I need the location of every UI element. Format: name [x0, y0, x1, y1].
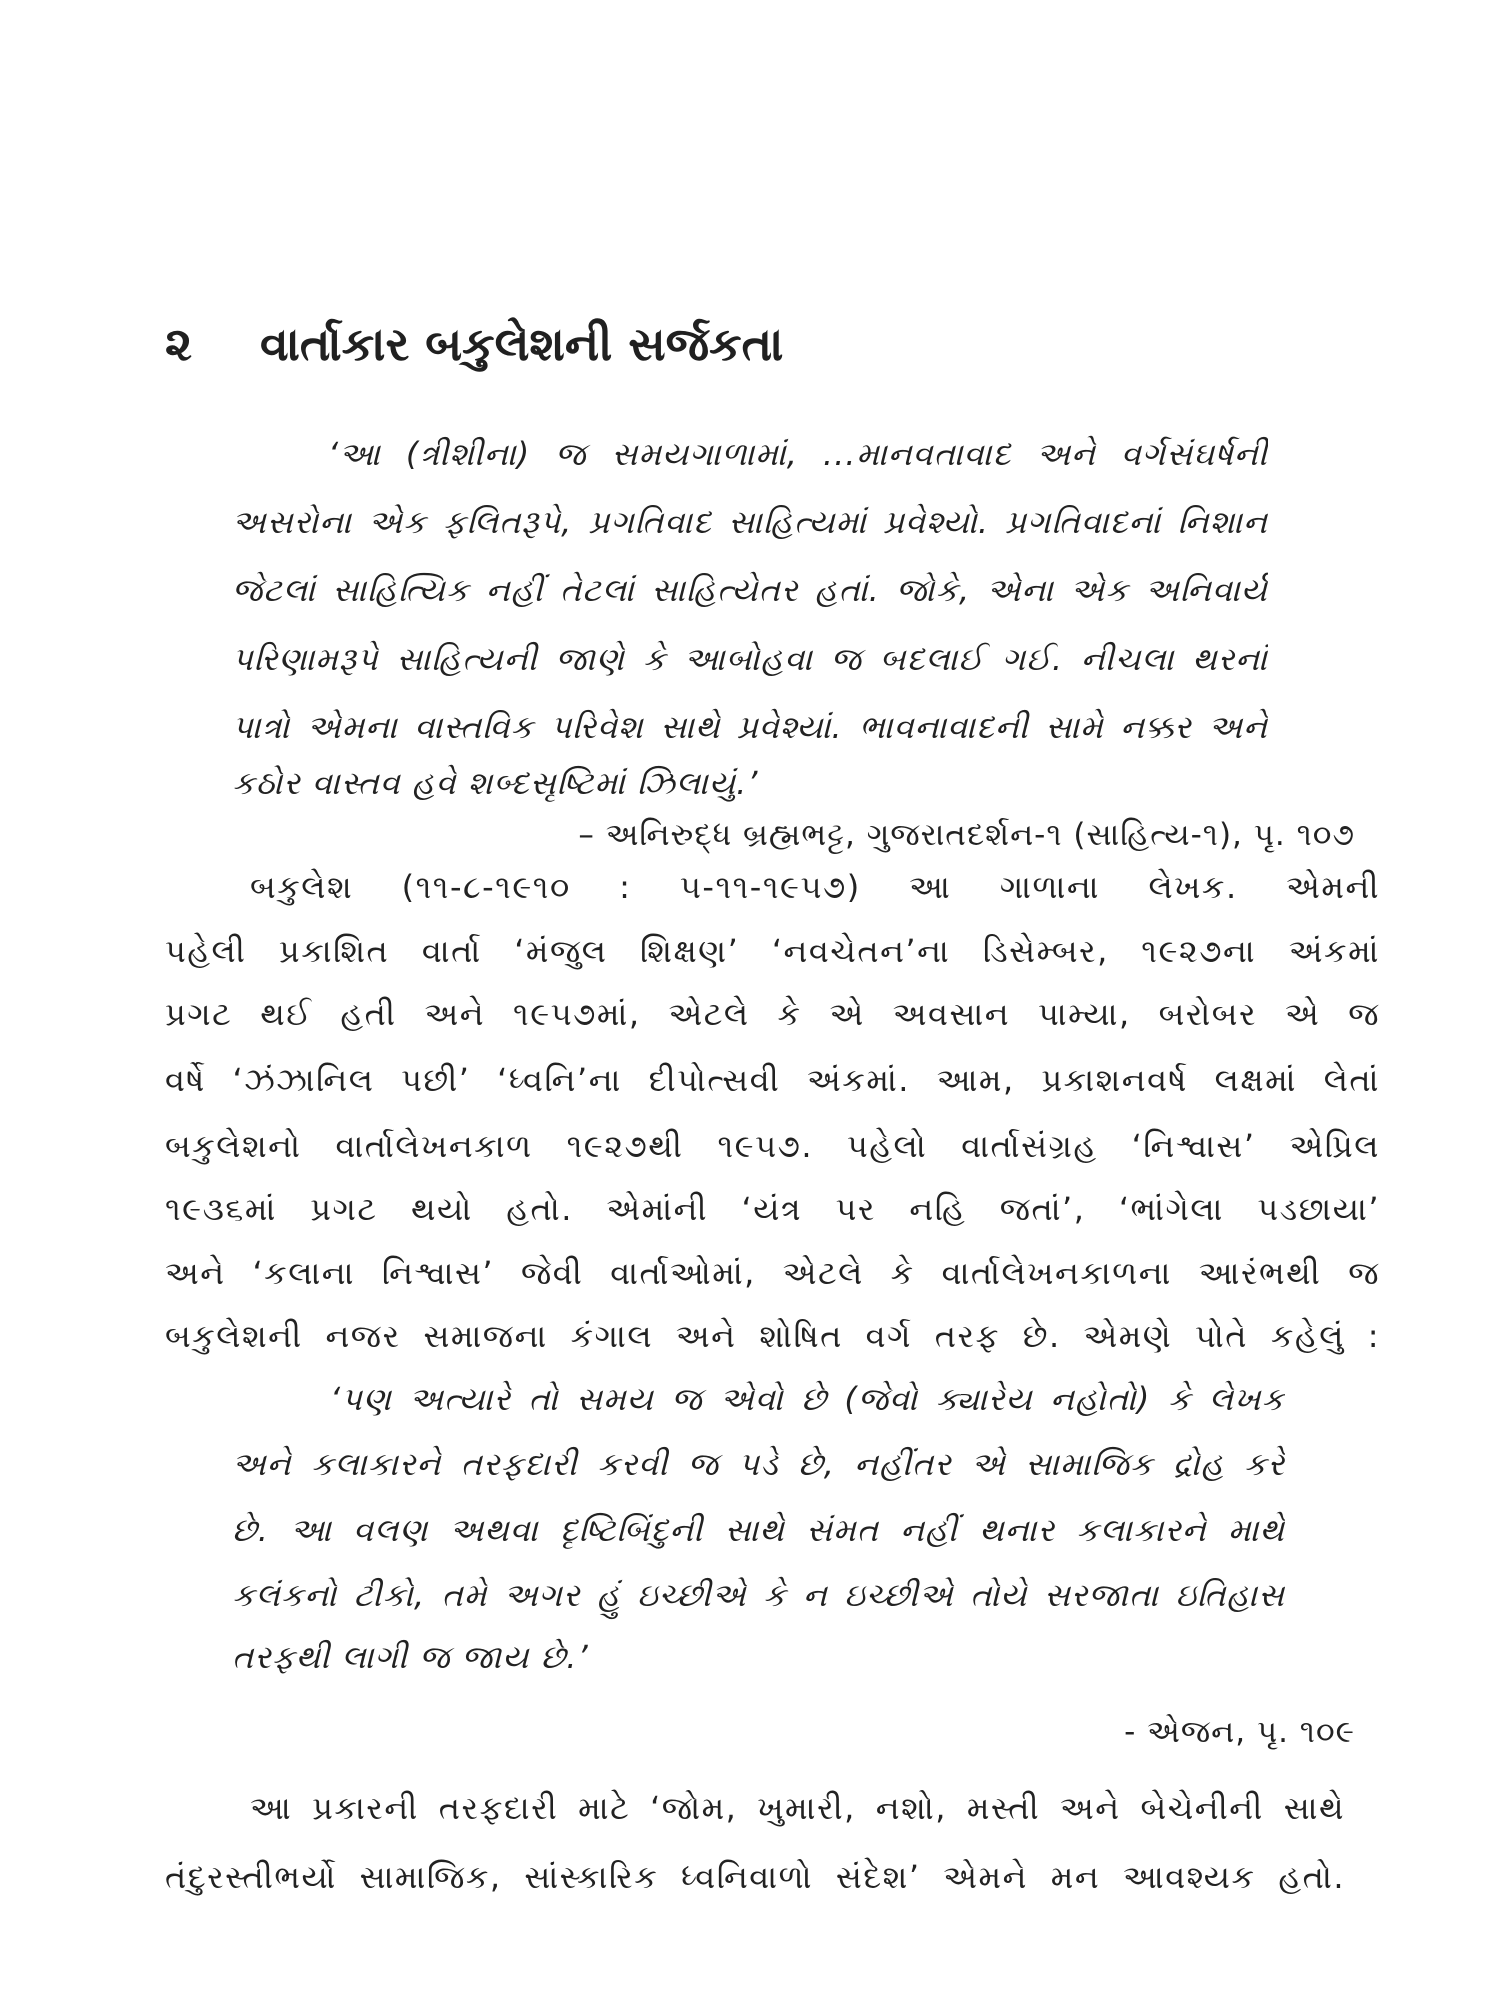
quote-line: છે. આ વલણ અથવા દૃષ્ટિબિંદુની સાથે સંમત નહીં થનાર કલાકારને માથે: [232, 1511, 1285, 1549]
paragraph-line: બકુલેશની નજર સમાજના કંગાલ અને શોષિત વર્ગ તરફ છે. એમણે પોતે કહેલું :: [165, 1317, 1380, 1355]
quote-line: તરફથી લાગી જ જાય છે.’: [232, 1638, 589, 1676]
paragraph-line: તંદુરસ્તીભર્યો સામાજિક, સાંસ્કારિક ધ્વનિવાળો સંદેશ’ એમને મન આવશ્યક હતો.: [165, 1858, 1345, 1896]
paragraph-line: વર્ષે ‘ઝંઝાનિલ પછી’ ‘ધ્વનિ’ના દીપોત્સવી અંકમાં. આમ, પ્રકાશનવર્ષ લક્ષમાં લેતાં: [165, 1061, 1380, 1099]
quote-line: પરિણામરૂપે સાહિત્યની જાણે કે આબોહવા જ બદલાઈ ગઈ. નીચલા થરનાં: [232, 640, 1268, 678]
quote-line: જેટલાં સાહિત્યિક નહીં તેટલાં સાહિત્યેતર હતાં. જોકે, એના એક અનિવાર્ય: [232, 571, 1268, 609]
paragraph-line: બકુલેશ (૧૧-૮-૧૯૧૦ : ૫-૧૧-૧૯૫૭) આ ગાળાના લેખક. એમની: [250, 868, 1380, 906]
paragraph-line: પહેલી પ્રકાશિત વાર્તા ‘મંજુલ શિક્ષણ’ ‘નવચેતન’ના ડિસેમ્બર, ૧૯૨૭ના અંકમાં: [165, 932, 1380, 970]
quote-line: અને કલાકારને તરફદારી કરવી જ પડે છે, નહીંતર એ સામાજિક દ્રોહ કરે: [232, 1445, 1285, 1483]
paragraph-line: આ પ્રકારની તરફદારી માટે ‘જોમ, ખુમારી, નશો, મસ્તી અને બેચેનીની સાથે: [250, 1789, 1345, 1827]
chapter-title: વાર્તાકાર બકુલેશની સર્જકતા: [260, 317, 784, 371]
quote-attribution: – અનિરુદ્ધ બ્રહ્મભટ્ટ, ગુજરાતદર્શન-૧ (સાહિત્ય-૧), પૃ. ૧૦૭: [578, 817, 1355, 853]
chapter-number: ૨: [165, 317, 193, 371]
chapter-heading: [165, 300, 1345, 390]
paragraph-line: બકુલેશનો વાર્તાલેખનકાળ ૧૯૨૭થી ૧૯૫૭. પહેલો વાર્તાસંગ્રહ ‘નિશ્વાસ’ એપ્રિલ: [165, 1127, 1380, 1165]
quote-line: ‘પણ અત્યારે તો સમય જ એવો છે (જેવો ક્યારેય નહોતો) કે લેખક: [330, 1380, 1285, 1418]
paragraph-line: ૧૯૩૬માં પ્રગટ થયો હતો. એમાંની ‘યંત્ર પર નહિ જતાં’, ‘ભાંગેલા પડછાયા’: [165, 1190, 1380, 1228]
paragraph-line: પ્રગટ થઈ હતી અને ૧૯૫૭માં, એટલે કે એ અવસાન પામ્યા, બરોબર એ જ: [165, 995, 1380, 1033]
quote-attribution: - એજન, પૃ. ૧૦૯: [1124, 1714, 1355, 1750]
quote-line: કલંકનો ટીકો, તમે અગર હું ઇચ્છીએ કે ન ઇચ્છીએ તોયે સરજાતા ઇતિહાસ: [232, 1576, 1285, 1614]
quote-line: અસરોના એક ફલિતરૂપે, પ્રગતિવાદ સાહિત્યમાં પ્રવેશ્યો. પ્રગતિવાદનાં નિશાન: [232, 503, 1268, 541]
quote-line: ‘આ (ત્રીશીના) જ સમયગાળામાં, ...માનવતાવાદ અને વર્ગસંઘર્ષની: [328, 435, 1268, 473]
quote-line: કઠોર વાસ્તવ હવે શબ્દસૃષ્ટિમાં ઝિલાયું.’: [232, 764, 759, 802]
paragraph-line: અને ‘કલાના નિશ્વાસ’ જેવી વાર્તાઓમાં, એટલે કે વાર્તાલેખનકાળના આરંભથી જ: [165, 1254, 1380, 1292]
quote-line: પાત્રો એમના વાસ્તવિક પરિવેશ સાથે પ્રવેશ્યાં. ભાવનાવાદની સામે નક્કર અને: [232, 708, 1268, 746]
